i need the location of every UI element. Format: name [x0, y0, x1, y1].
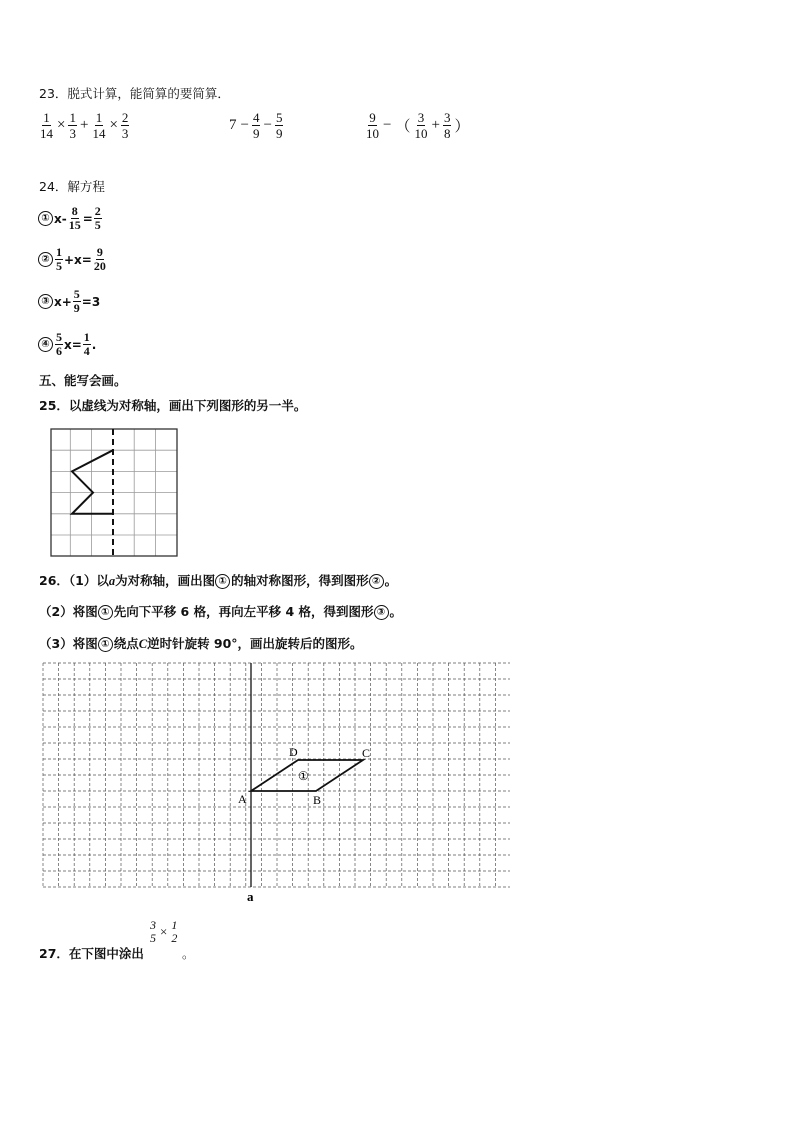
q27-expression [148, 919, 179, 945]
fraction: $\frac{2}{3}$ [121, 110, 129, 141]
equation-text: x- [54, 211, 67, 226]
label-D: D [289, 745, 298, 759]
half-figure [72, 450, 113, 514]
times-sign: × [57, 117, 66, 133]
plus-sign: + [79, 117, 89, 133]
fraction: $\frac{5}{9}$ [275, 110, 283, 141]
fraction: $\frac{4}{9}$ [252, 110, 260, 141]
axis-variable: a [108, 574, 116, 588]
q23-expression-2 [227, 110, 284, 141]
equation-text: . [91, 337, 97, 352]
q23-expression-3 [364, 110, 471, 141]
q24-title: 24．解方程 [39, 179, 105, 194]
fraction: 5 6 [56, 330, 62, 358]
point-variable: C [138, 637, 148, 651]
equation-text: +x= [64, 252, 92, 267]
left-paren: （ [395, 119, 411, 135]
figure-1-label: ① [298, 769, 309, 783]
fraction: $\frac{1}{14}$ [92, 110, 106, 141]
integer: 7 [229, 117, 237, 133]
minus-sign: − [263, 117, 272, 133]
q23-expression-1 [38, 110, 130, 141]
q24-equation-2 [38, 246, 108, 273]
section-5-heading: 五、能写会画。 [39, 373, 127, 388]
circled-number: ② [369, 574, 384, 589]
equation-text: = [82, 211, 93, 226]
q24-equation-3 [38, 288, 100, 315]
circled-number: ③ [38, 294, 53, 309]
q24-equation-1 [38, 205, 103, 232]
times-sign: × [109, 117, 118, 133]
q27-title: 27．在下图中涂出 [39, 946, 144, 961]
equation-text: x= [64, 337, 82, 352]
circled-number: ① [215, 574, 230, 589]
q26-part-1: 26．（1）以a为对称轴，画出图 ① 的轴对称图形，得到图形 ② 。 [39, 573, 398, 588]
q24-equation-4 [38, 331, 96, 358]
fraction: 3 10 [414, 110, 428, 141]
equation-text: x+ [54, 294, 72, 309]
axis-a-label: a [247, 889, 254, 904]
fraction: 3 5 [150, 918, 156, 945]
right-paren: ） [454, 119, 470, 135]
q25-grid-figure [49, 427, 179, 558]
circled-number: ① [38, 211, 53, 226]
circled-number: ④ [38, 337, 53, 352]
circled-number: ② [38, 252, 53, 267]
label-A: A [238, 792, 247, 806]
minus-sign: − [383, 117, 392, 133]
label-C: C [362, 746, 371, 760]
label-B: B [313, 793, 322, 807]
times-sign: × [160, 924, 168, 939]
fraction: 1 2 [171, 918, 178, 945]
q26-part-3: （3）将图 ① 绕点C逆时针旋转 90°，画出旋转后的图形。 [39, 636, 363, 651]
fraction: 9 10 [366, 110, 379, 141]
fraction: 1 5 [56, 245, 62, 273]
q26-part-2: （2）将图 ① 先向下平移 6 格，再向左平移 4 格，得到图形 ③ 。 [39, 604, 403, 619]
fraction: $\frac{9}{20}$ [93, 245, 106, 273]
circled-number: ① [98, 637, 113, 652]
minus-sign: − [240, 117, 249, 133]
q26-grid-figure [40, 660, 510, 905]
plus-sign: + [431, 117, 440, 133]
circled-number: ① [98, 605, 113, 620]
fraction: $\frac{8}{15}$ [68, 204, 81, 232]
equation-text: =3 [81, 294, 101, 309]
q25-title: 25．以虚线为对称轴，画出下列图形的另一半。 [39, 398, 307, 413]
q23-title: 23．脱式计算，能简算的要简算． [39, 86, 230, 101]
fraction: $\frac{3}{8}$ [443, 110, 451, 141]
q27-period: 。 [182, 946, 195, 961]
fraction: $\frac{1}{3}$ [69, 110, 76, 141]
circled-number: ③ [374, 605, 389, 620]
fraction: $\frac{1}{14}$ [40, 110, 53, 141]
fraction: $\frac{2}{5}$ [94, 204, 101, 232]
fraction: $\frac{1}{4}$ [83, 330, 90, 358]
fraction: $\frac{5}{9}$ [73, 287, 80, 315]
